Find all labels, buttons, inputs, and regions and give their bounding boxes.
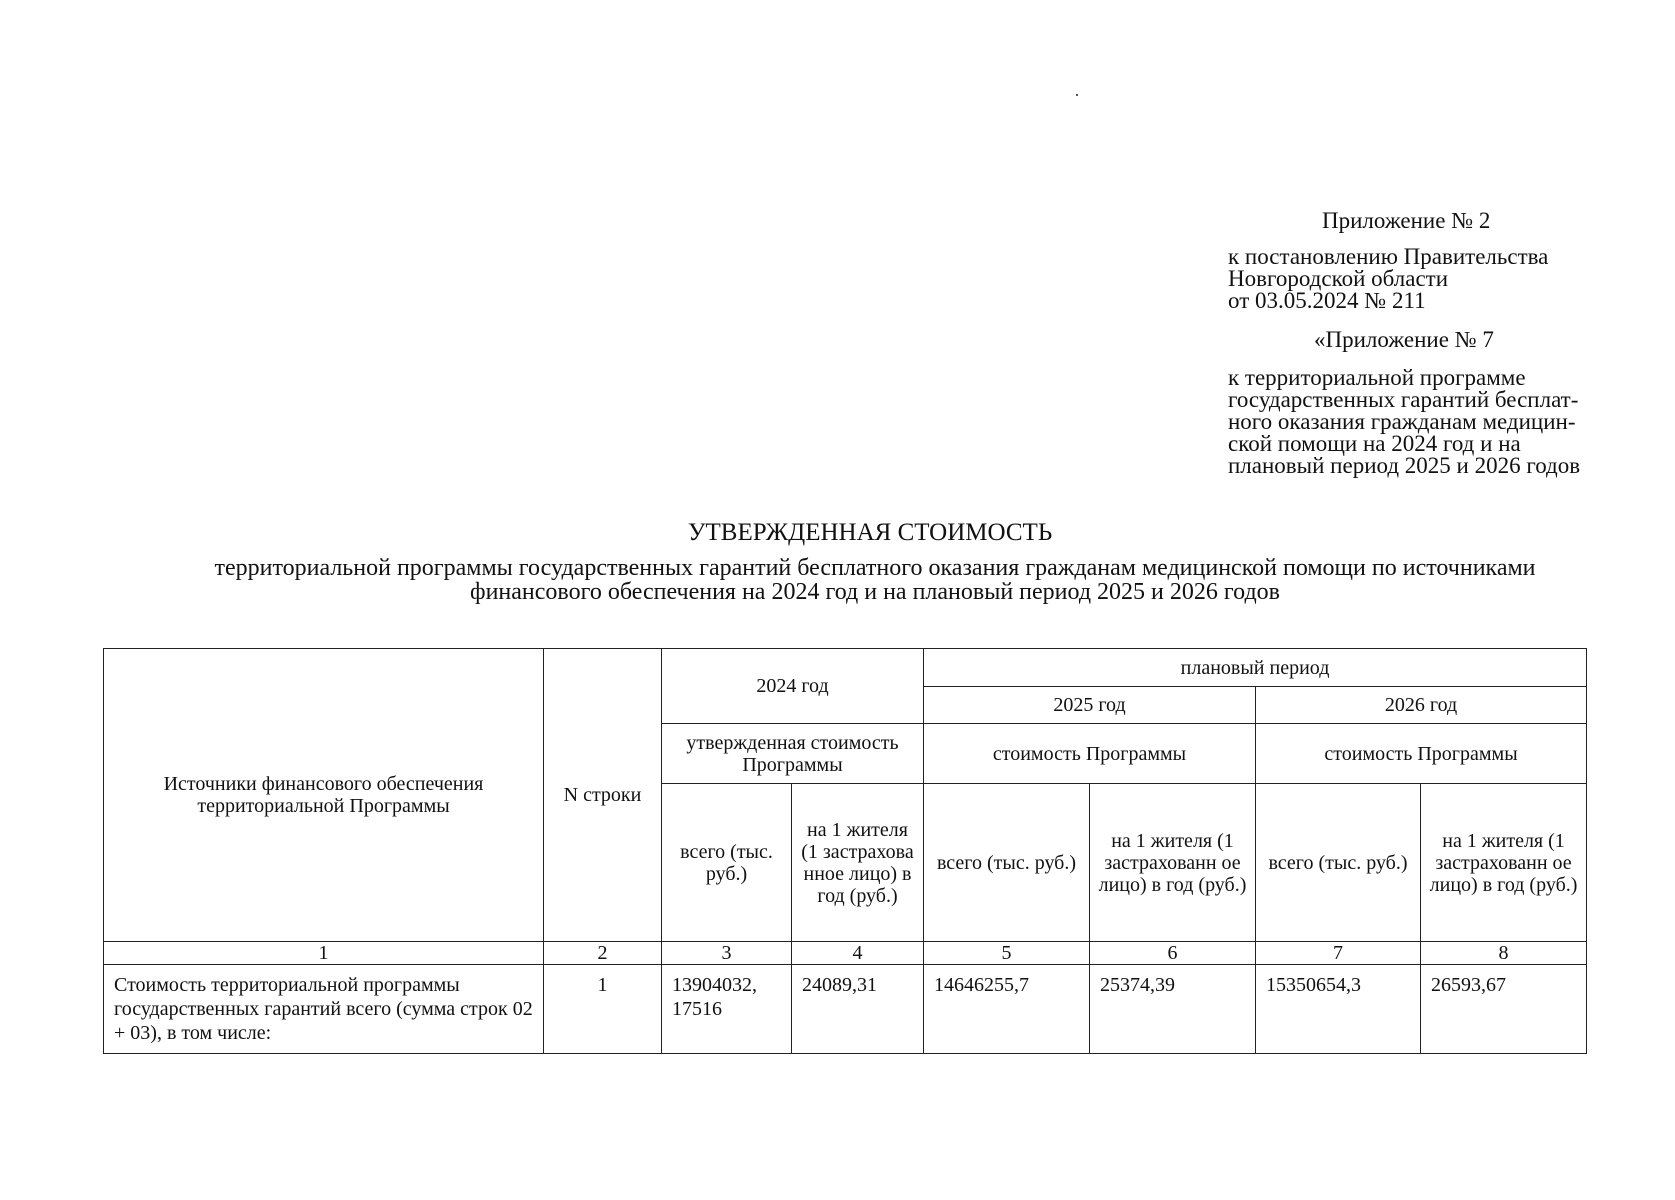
column-number: 3	[662, 942, 792, 965]
header-approved-cost: утвержденная стоимость Программы	[662, 724, 924, 784]
appendix-2-line: к постановлению Правительства	[1228, 244, 1549, 269]
header-program-cost-2025: стоимость Программы	[924, 724, 1256, 784]
financing-table	[103, 648, 1587, 1054]
column-number: 8	[1421, 942, 1587, 965]
row-total-2025: 14646255,7	[924, 965, 1090, 1054]
document-title: УТВЕРЖДЕННАЯ СТОИМОСТЬ	[687, 519, 1053, 546]
scan-speck	[1076, 94, 1078, 96]
column-number: 6	[1090, 942, 1256, 965]
header-total-2024: всего (тыс. руб.)	[662, 784, 792, 942]
header-year-2025: 2025 год	[924, 687, 1256, 724]
header-row-number: N строки	[544, 649, 662, 942]
header-sources: Источники финансового обеспечения территориальной Программы	[104, 649, 544, 942]
header-per-capita-2026: на 1 жителя (1 застрахованн ое лицо) в год (руб.)	[1421, 784, 1587, 942]
row-per-capita-2024: 24089,31	[792, 965, 924, 1054]
column-number: 7	[1256, 942, 1421, 965]
header-program-cost-2026: стоимость Программы	[1256, 724, 1587, 784]
column-number: 1	[104, 942, 544, 965]
column-number: 4	[792, 942, 924, 965]
column-number-row	[104, 942, 1587, 965]
appendix-7-line: ного оказания гражданам медицин-	[1228, 409, 1576, 434]
appendix-7-title: «Приложение № 7	[1314, 327, 1494, 352]
appendix-7-reference	[1228, 367, 1580, 477]
row-per-capita-2025: 25374,39	[1090, 965, 1256, 1054]
header-year-2026: 2026 год	[1256, 687, 1587, 724]
appendix-7-line: государственных гарантий бесплат-	[1228, 387, 1579, 412]
appendix-7-line: к территориальной программе	[1228, 365, 1526, 390]
appendix-2-title: Приложение № 2	[1322, 208, 1491, 233]
row-total-2024: 13904032, 17516	[662, 965, 792, 1054]
appendix-7-line: плановый период 2025 и 2026 годов	[1228, 453, 1581, 478]
header-total-2025: всего (тыс. руб.)	[924, 784, 1090, 942]
column-number: 2	[544, 942, 662, 965]
row-number: 1	[544, 965, 662, 1054]
document-subtitle: территориальной программы государственных гарантий бесплатного оказания гражданам медицинской помощи по источниками финансового обеспечения на 2024 год и на плановый период 2025 и 2026 годов	[214, 555, 1536, 605]
appendix-2-line: от 03.05.2024 № 211	[1228, 288, 1426, 313]
row-per-capita-2026: 26593,67	[1421, 965, 1587, 1054]
table-row	[104, 965, 1587, 1054]
header-planned-period: плановый период	[924, 649, 1587, 687]
row-total-2026: 15350654,3	[1256, 965, 1421, 1054]
appendix-2-line: Новгородской области	[1228, 266, 1449, 291]
header-year-2024: 2024 год	[662, 649, 924, 724]
header-per-capita-2024: на 1 жителя (1 застрахова нное лицо) в год (руб.)	[792, 784, 924, 942]
row-source: Стоимость территориальной программы государственных гарантий всего (сумма строк 02 + 03), в том числе:	[104, 965, 544, 1054]
appendix-2-reference	[1228, 246, 1548, 312]
column-number: 5	[924, 942, 1090, 965]
appendix-7-line: ской помощи на 2024 год и на	[1228, 431, 1521, 456]
header-per-capita-2025: на 1 жителя (1 застрахованн ое лицо) в год (руб.)	[1090, 784, 1256, 942]
header-total-2026: всего (тыс. руб.)	[1256, 784, 1421, 942]
